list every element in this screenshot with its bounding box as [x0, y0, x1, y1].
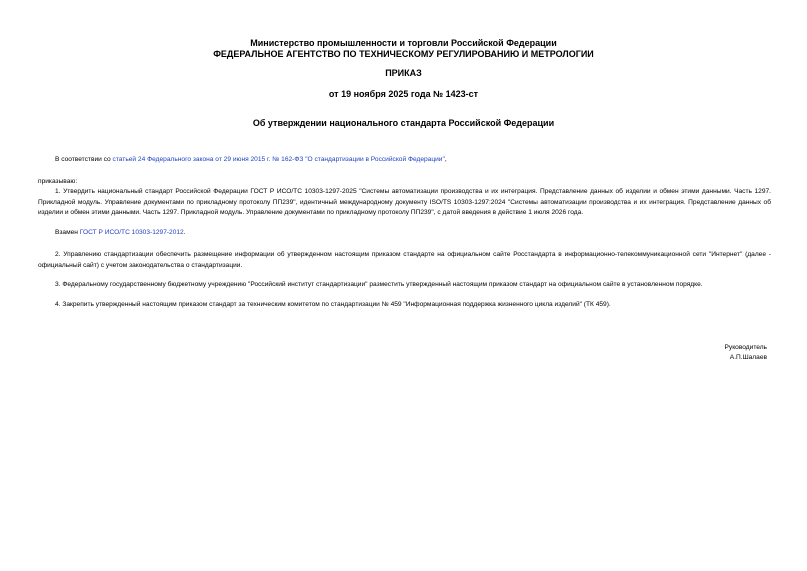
date-and-number: от 19 ноября 2025 года № 1423-ст	[328, 89, 479, 99]
federal-law-link[interactable]: статьей 24 Федерального закона от 29 июня 2015 г. № 162-ФЗ "О стандартизации в Российской Федерации"	[112, 156, 445, 163]
document-type: ПРИКАЗ	[385, 68, 422, 78]
order-item-1: 1. Утвердить национальный стандарт Российской Федерации ГОСТ Р ИСО/ТС 10303-1297-2025 "Системы автоматизации производства и их интеграция. Представление данных об изделии и обмен этими данными. Часть 1297. Прикладной модуль. Управление документами по прикладному протоколу ПП239", идентичный международному документу ISO/TS 10303-1297:2024 "Системы автоматизации производства и их интеграция. Представление данных об изделии и обмен этими данными. Часть 1297. Прикладной модуль. Управление документами по прикладному протоколу ПП239", с датой введения в действие 1 июля 2026 года.	[38, 188, 771, 216]
order-word: приказываю:	[38, 178, 78, 185]
document-title: Об утверждении национального стандарта Российской Федерации	[252, 118, 555, 128]
order-item-4: 4. Закрепить утвержденный настоящим приказом стандарт за техническим комитетом по стандартизации № 459 "Информационная поддержка жизненного цикла изделий" (ТК 459).	[55, 301, 611, 308]
legal-basis-prefix: В соответствии со	[55, 156, 113, 163]
legal-basis-suffix: ,	[444, 156, 447, 163]
signatory-role: Руководитель	[724, 344, 767, 351]
order-item-3: 3. Федеральному государственному бюджетному учреждению "Российский институт стандартизации" разместить утвержденный настоящим приказом стандарт на официальном сайте в установленном порядке.	[55, 281, 703, 288]
replacement-paragraph	[38, 228, 771, 239]
agency-heading: ФЕДЕРАЛЬНОЕ АГЕНТСТВО ПО ТЕХНИЧЕСКОМУ РЕГУЛИРОВАНИЮ И МЕТРОЛОГИИ	[213, 49, 594, 59]
legal-basis-paragraph	[38, 155, 771, 166]
replacement-suffix: .	[183, 229, 186, 236]
replacement-prefix: Взамен	[55, 229, 80, 236]
order-item-2: 2. Управлению стандартизации обеспечить размещение информации об утвержденном настоящим приказом стандарте на официальном сайте Росстандарта в информационно-телекоммуникационной сети "Интернет" (далее - официальный сайт) с учетом законодательства о стандартизации.	[38, 251, 771, 269]
ministry-heading: Министерство промышленности и торговли Российской Федерации	[250, 38, 557, 48]
replaced-standard-link[interactable]: ГОСТ Р ИСО/ТС 10303-1297-2012	[79, 229, 184, 236]
signatory-name: А.П.Шалаев	[729, 354, 767, 361]
